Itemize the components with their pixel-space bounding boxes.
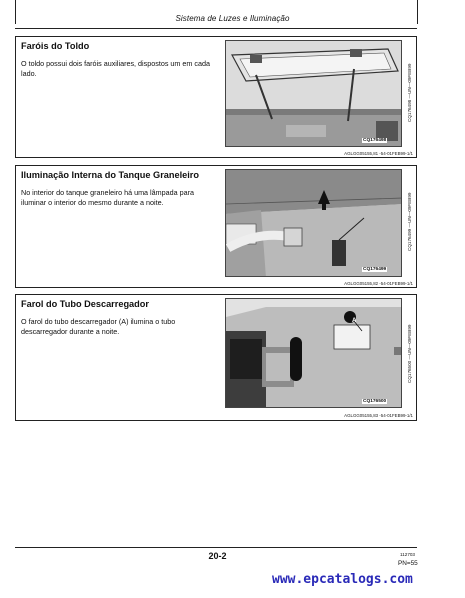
- section-awning-lights: [15, 36, 417, 158]
- side-code: CQ176500 —UN—09FEB99: [407, 324, 412, 383]
- footer-rule: [15, 547, 417, 548]
- reference-code: AGLGG05155,82 -54-01FEB99-1/1: [344, 281, 413, 286]
- section-unloading-tube-light: [15, 294, 417, 421]
- callout-letter: A: [352, 318, 357, 324]
- section-title: Farol do Tubo Descarregador: [21, 299, 149, 309]
- footer-page-pn: PN=55: [398, 560, 418, 567]
- section-text: O farol do tubo descarregador (A) ilumina o tubo descarregador durante a noite.: [21, 317, 176, 336]
- photo-awning-lights: [225, 40, 402, 147]
- footer-code: 112703: [400, 552, 415, 557]
- section-text: No interior do tanque graneleiro há uma lâmpada para iluminar o interior do mesmo durante a noite.: [21, 188, 195, 207]
- header-rule: [15, 28, 417, 29]
- side-code: CQ176498 —UN—09FEB99: [407, 63, 412, 122]
- reference-code: AGLGG05155,81 -54-01FEB99-1/1: [344, 151, 413, 156]
- section-title: Iluminação Interna do Tanque Graneleiro: [21, 170, 199, 180]
- side-code: CQ176499 —UN—09FEB99: [407, 192, 412, 251]
- page-number: 20-2: [208, 551, 227, 561]
- image-id: CQ176498: [363, 138, 387, 143]
- image-id: CQ176499: [363, 267, 387, 272]
- page-header-title: Sistema de Luzes e Iluminação: [175, 14, 290, 23]
- photo-unloading-tube-light: [225, 298, 402, 408]
- section-grain-tank-lighting: [15, 165, 417, 288]
- reference-code: AGLGG05155,83 -54-01FEB99-1/1: [344, 413, 413, 418]
- photo-grain-tank-lamp: [225, 169, 402, 277]
- section-title: Faróis do Toldo: [21, 41, 90, 51]
- image-id: CQ176500: [363, 399, 387, 404]
- section-text: O toldo possui dois faróis auxiliares, dispostos um em cada lado.: [21, 59, 210, 78]
- watermark-url: www.epcatalogs.com: [272, 572, 413, 587]
